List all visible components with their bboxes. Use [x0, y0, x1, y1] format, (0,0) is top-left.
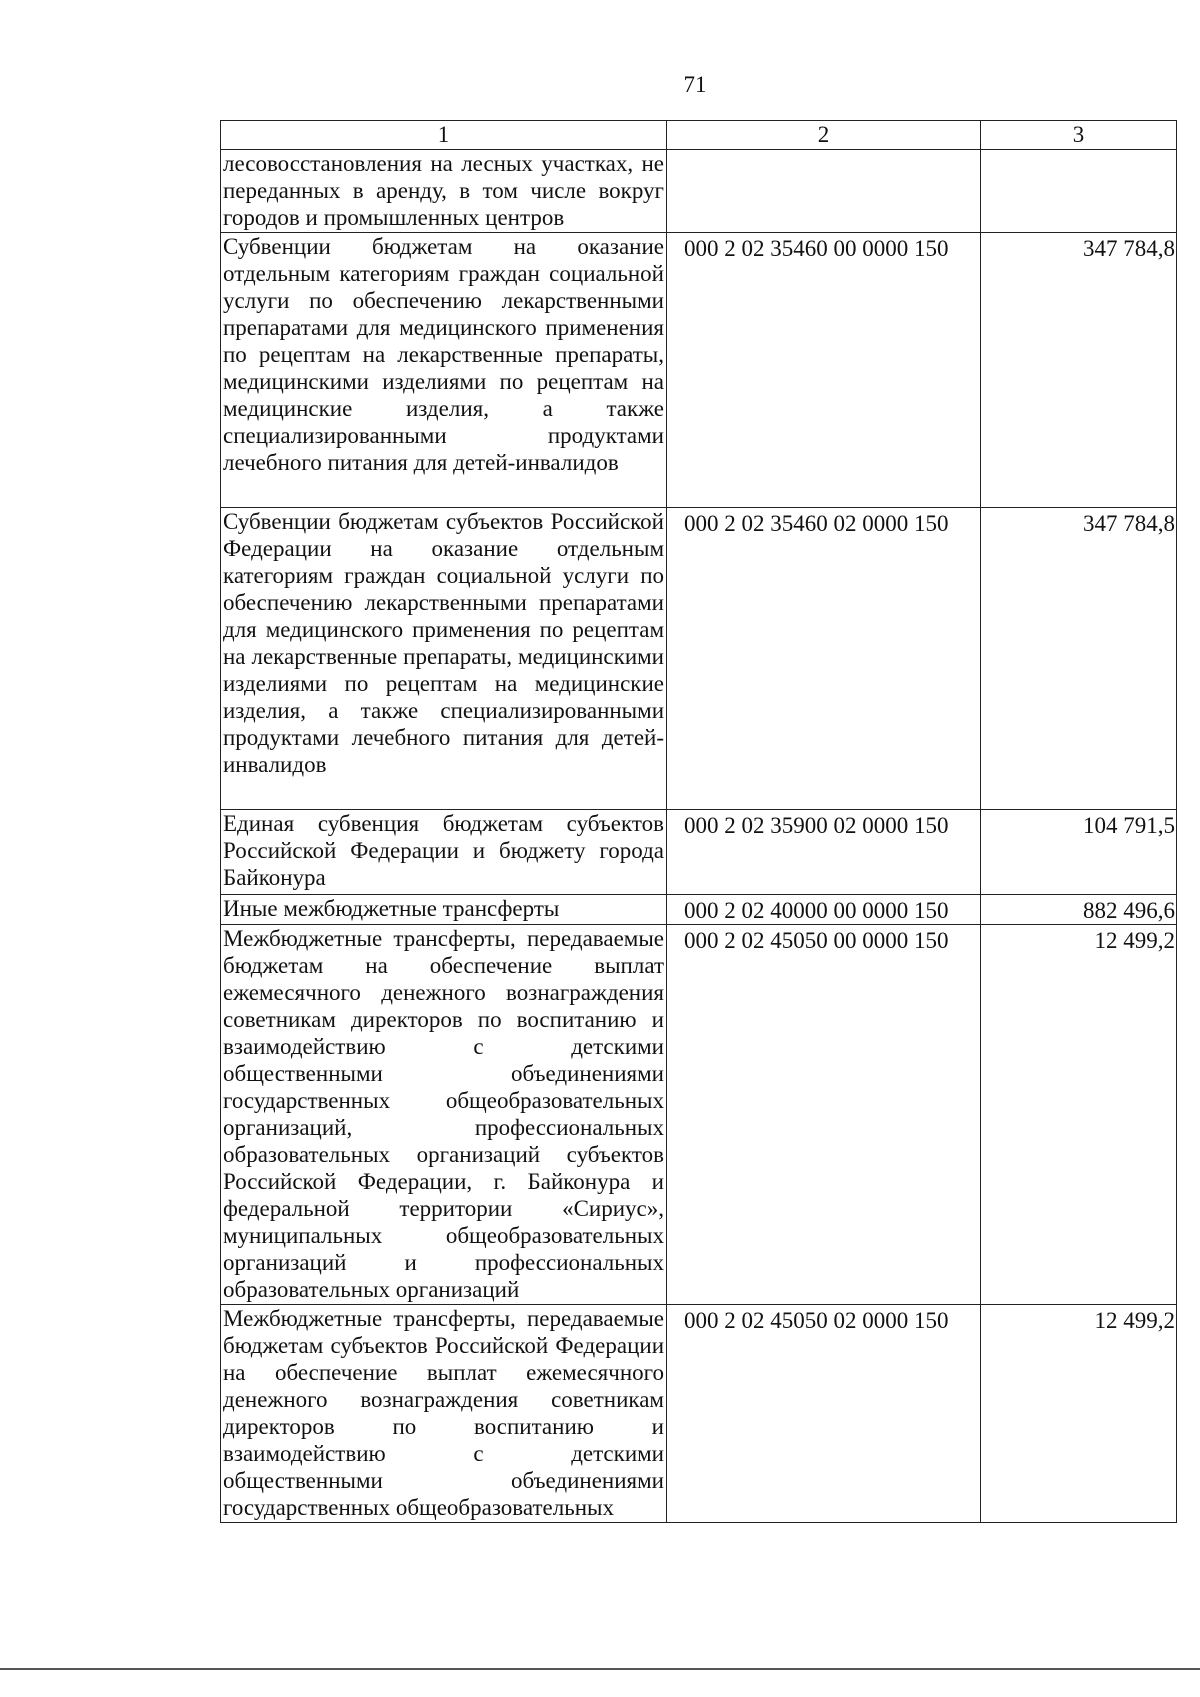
row-amount: 347 784,8: [981, 508, 1177, 810]
row-description: Субвенции бюджетам субъектов Российской Федерации на оказание отдельным категориям граждан социальной услуги по обеспечению лекарственными препаратами для медицинского применения по рецептам на лекарственные препараты, медицинскими изделиями по рецептам на медицинские изделия, а также специализированными продуктами лечебного питания для детей-инвалидов: [221, 508, 667, 810]
row-description: Иные межбюджетные трансферты: [221, 895, 667, 925]
row-description: Межбюджетные трансферты, передаваемые бюджетам субъектов Российской Федерации на обеспечение выплат ежемесячного денежного вознаграждения советникам директоров по воспитанию и взаимодействию с детскими общественными объединениями государственных общеобразовательных: [221, 1305, 667, 1523]
table-row: [221, 150, 1177, 233]
column-header-1: 1: [221, 121, 667, 150]
column-header-2: 2: [667, 121, 981, 150]
row-description: Межбюджетные трансферты, передаваемые бюджетам на обеспечение выплат ежемесячного денежного вознаграждения советникам директоров по воспитанию и взаимодействию с детскими общественными объединениями государственных общеобразовательных организаций, профессиональных образовательных организаций субъектов Российской Федерации, г. Байконура и федеральной территории «Сириус», муниципальных общеобразовательных организаций и профессиональных образовательных организаций: [221, 925, 667, 1305]
row-code: 000 2 02 45050 02 0000 150: [667, 1305, 981, 1523]
table-row: [221, 925, 1177, 1305]
table-row: [221, 810, 1177, 895]
row-code: 000 2 02 45050 00 0000 150: [667, 925, 981, 1305]
row-code: 000 2 02 40000 00 0000 150: [667, 895, 981, 925]
row-code: 000 2 02 35460 00 0000 150: [667, 233, 981, 508]
budget-table: [220, 120, 1177, 1523]
row-amount: 882 496,6: [981, 895, 1177, 925]
table-row: [221, 508, 1177, 810]
row-amount: 347 784,8: [981, 233, 1177, 508]
scan-edge-line: [0, 1668, 1200, 1670]
row-description: Субвенции бюджетам на оказание отдельным категориям граждан социальной услуги по обеспечению лекарственными препаратами для медицинского применения по рецептам на лекарственные препараты, медицинскими изделиями по рецептам на медицинские изделия, а также специализированными продуктами лечебного питания для детей-инвалидов: [221, 233, 667, 508]
row-description: Единая субвенция бюджетам субъектов Российской Федерации и бюджету города Байконура: [221, 810, 667, 895]
table-header-row: [221, 121, 1177, 150]
row-amount: 104 791,5: [981, 810, 1177, 895]
row-code: [667, 150, 981, 233]
row-description: лесовосстановления на лесных участках, не переданных в аренду, в том числе вокруг городов и промышленных центров: [221, 150, 667, 233]
row-code: 000 2 02 35460 02 0000 150: [667, 508, 981, 810]
table-row: [221, 233, 1177, 508]
row-code: 000 2 02 35900 02 0000 150: [667, 810, 981, 895]
row-amount: [981, 150, 1177, 233]
page-number: 71: [683, 72, 707, 97]
row-amount: 12 499,2: [981, 1305, 1177, 1523]
table-row: [221, 895, 1177, 925]
column-header-3: 3: [981, 121, 1177, 150]
table-row: [221, 1305, 1177, 1523]
row-amount: 12 499,2: [981, 925, 1177, 1305]
